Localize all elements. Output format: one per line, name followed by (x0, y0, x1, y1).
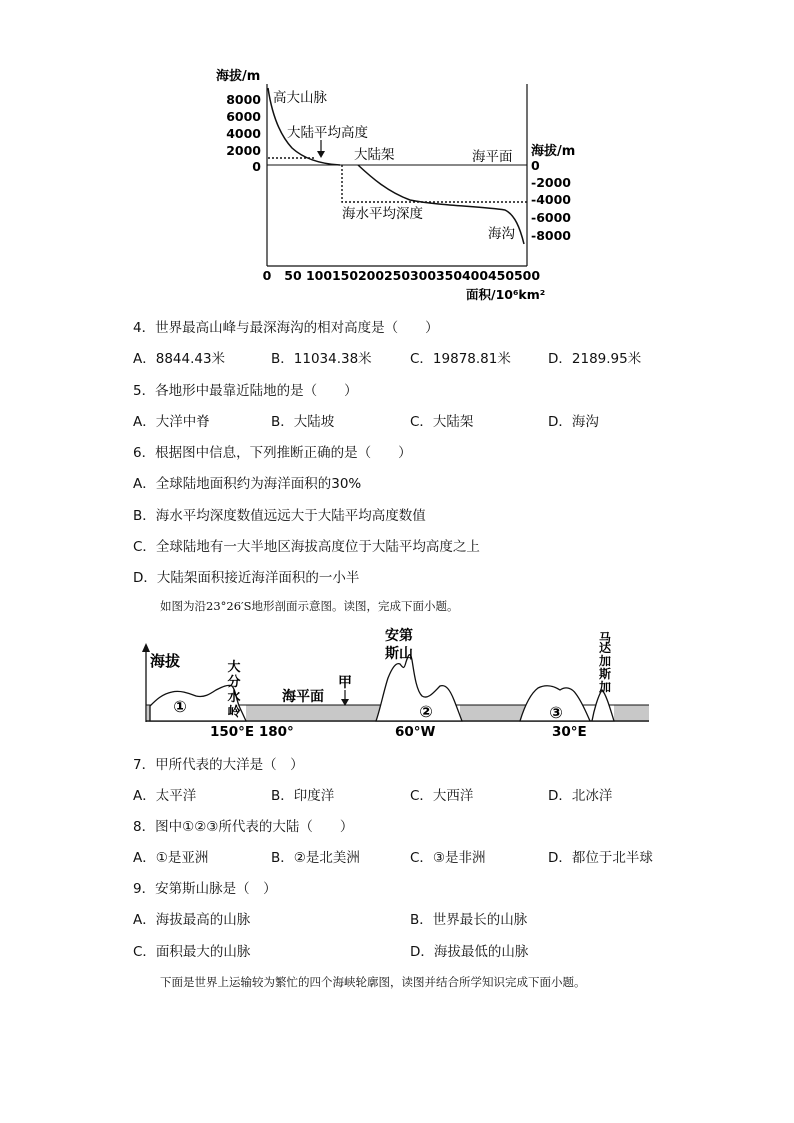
andes-label-1: 安第 (385, 628, 413, 644)
q9-option-c: C．面积最大的山脉 (133, 944, 251, 960)
question-6: 6．根据图中信息，下列推断正确的是（ ） (133, 445, 412, 461)
q7-option-d: D．北冰洋 (548, 788, 613, 804)
question-9: 9．安第斯山脉是（ ） (133, 881, 277, 897)
divide-char: 水 (227, 690, 241, 705)
profile-y-arrowhead (142, 643, 150, 652)
x-tick: 400 (461, 268, 489, 283)
q5-option-d: D．海沟 (548, 414, 599, 430)
madagascar-char: 加 (598, 680, 612, 694)
x-tick: 350 (435, 268, 463, 283)
q7-option-c: C．大西洋 (410, 788, 474, 804)
andes-label-2: 斯山 (385, 646, 413, 662)
madagascar-char: 达 (598, 641, 612, 655)
q7-option-a: A．太平洋 (133, 788, 197, 804)
madagascar-char: 马 (598, 631, 612, 645)
intro-straits: 下面是世界上运输较为繁忙的四个海峡轮廓图，读图并结合所学知识完成下面小题。 (160, 975, 586, 989)
left-tick: 0 (252, 159, 261, 174)
x-tick: 450 (487, 268, 515, 283)
right-tick: -4000 (531, 192, 571, 207)
divide-char: 分 (227, 675, 241, 690)
x-tick: 500 (513, 268, 541, 283)
q4-option-d: D．2189.95米 (548, 351, 642, 367)
profile-sea-level-label: 海平面 (282, 689, 324, 705)
q9-option-b: B．世界最长的山脉 (410, 912, 528, 928)
right-tick: 0 (531, 158, 540, 173)
circle-2: ② (419, 702, 433, 721)
left-tick: 6000 (226, 109, 261, 124)
q8-option-b: B．②是北美洲 (271, 850, 360, 866)
left-tick: 4000 (226, 126, 261, 141)
right-tick: -8000 (531, 228, 571, 243)
madagascar-char: 斯 (598, 667, 612, 681)
q5-option-a: A．大洋中脊 (133, 414, 210, 430)
sea-band-indian (614, 705, 649, 720)
q4-option-b: B．11034.38米 (271, 351, 372, 367)
label-trench: 海沟 (488, 226, 515, 242)
x-tick: 0 (262, 268, 272, 283)
question-8: 8．图中①②③所代表的大陆（ ） (133, 819, 354, 835)
x-tick: 200 (357, 268, 385, 283)
arrowhead (317, 151, 325, 158)
lon-label-150e-180: 150°E 180° (210, 724, 294, 740)
x-axis-title: 面积/10⁶km² (466, 287, 546, 302)
x-tick: 300 (409, 268, 437, 283)
right-tick: -6000 (531, 210, 571, 225)
q6-option-a: A．全球陆地面积约为海洋面积的30% (133, 476, 362, 492)
profile-chart (0, 615, 794, 745)
circle-1: ① (173, 697, 187, 716)
left-axis-title: 海拔/m (216, 69, 261, 84)
avg-depth-dotted (342, 165, 527, 202)
circle-3: ③ (549, 703, 563, 722)
left-tick: 2000 (226, 143, 261, 158)
label-mountains: 高大山脉 (273, 90, 327, 106)
q4-option-c: C．19878.81米 (410, 351, 511, 367)
q7-option-b: B．印度洋 (271, 788, 335, 804)
left-tick: 8000 (226, 92, 261, 107)
label-shelf: 大陆架 (354, 147, 395, 163)
lon-label-30e: 30°E (552, 724, 587, 740)
profile-y-label: 海拔 (150, 652, 181, 670)
question-7: 7．甲所代表的大洋是（ ） (133, 757, 304, 773)
right-tick: -2000 (531, 175, 571, 190)
q8-option-c: C．③是非洲 (410, 850, 486, 866)
q8-option-a: A．①是亚洲 (133, 850, 209, 866)
sea-band-pacific (246, 705, 386, 720)
x-tick: 250 (383, 268, 411, 283)
q8-option-d: D．都位于北半球 (548, 850, 653, 866)
madagascar-char: 加 (598, 654, 612, 668)
x-tick: 150 (331, 268, 359, 283)
divide-char: 岭 (227, 705, 241, 720)
label-sea-level: 海平面 (472, 149, 513, 165)
hypsometric-chart (0, 0, 794, 310)
x-tick: 50 (284, 268, 302, 283)
q6-option-c: C．全球陆地有一大半地区海拔高度位于大陆平均高度之上 (133, 539, 480, 555)
right-axis-title: 海拔/m (531, 144, 576, 159)
q9-option-d: D．海拔最低的山脉 (410, 944, 529, 960)
q9-option-a: A．海拔最高的山脉 (133, 912, 251, 928)
question-5: 5．各地形中最靠近陆地的是（ ） (133, 383, 358, 399)
divide-char: 大 (227, 660, 241, 675)
q5-option-b: B．大陆坡 (271, 414, 335, 430)
q4-option-a: A．8844.43米 (133, 351, 226, 367)
q6-option-b: B．海水平均深度数值远远大于大陆平均高度数值 (133, 508, 426, 524)
q6-option-d: D．大陆架面积接近海洋面积的一小半 (133, 570, 360, 586)
intro-profile: 如图为沿23°26′S地形剖面示意图。读图，完成下面小题。 (160, 599, 459, 613)
x-tick: 100 (305, 268, 333, 283)
label-avg-depth: 海水平均深度 (342, 206, 423, 222)
label-avg-land: 大陆平均高度 (287, 125, 368, 141)
jia-label: 甲 (338, 675, 352, 691)
lon-label-60w: 60°W (395, 724, 436, 740)
q5-option-c: C．大陆架 (410, 414, 474, 430)
question-4: 4．世界最高山峰与最深海沟的相对高度是（ ） (133, 320, 439, 336)
